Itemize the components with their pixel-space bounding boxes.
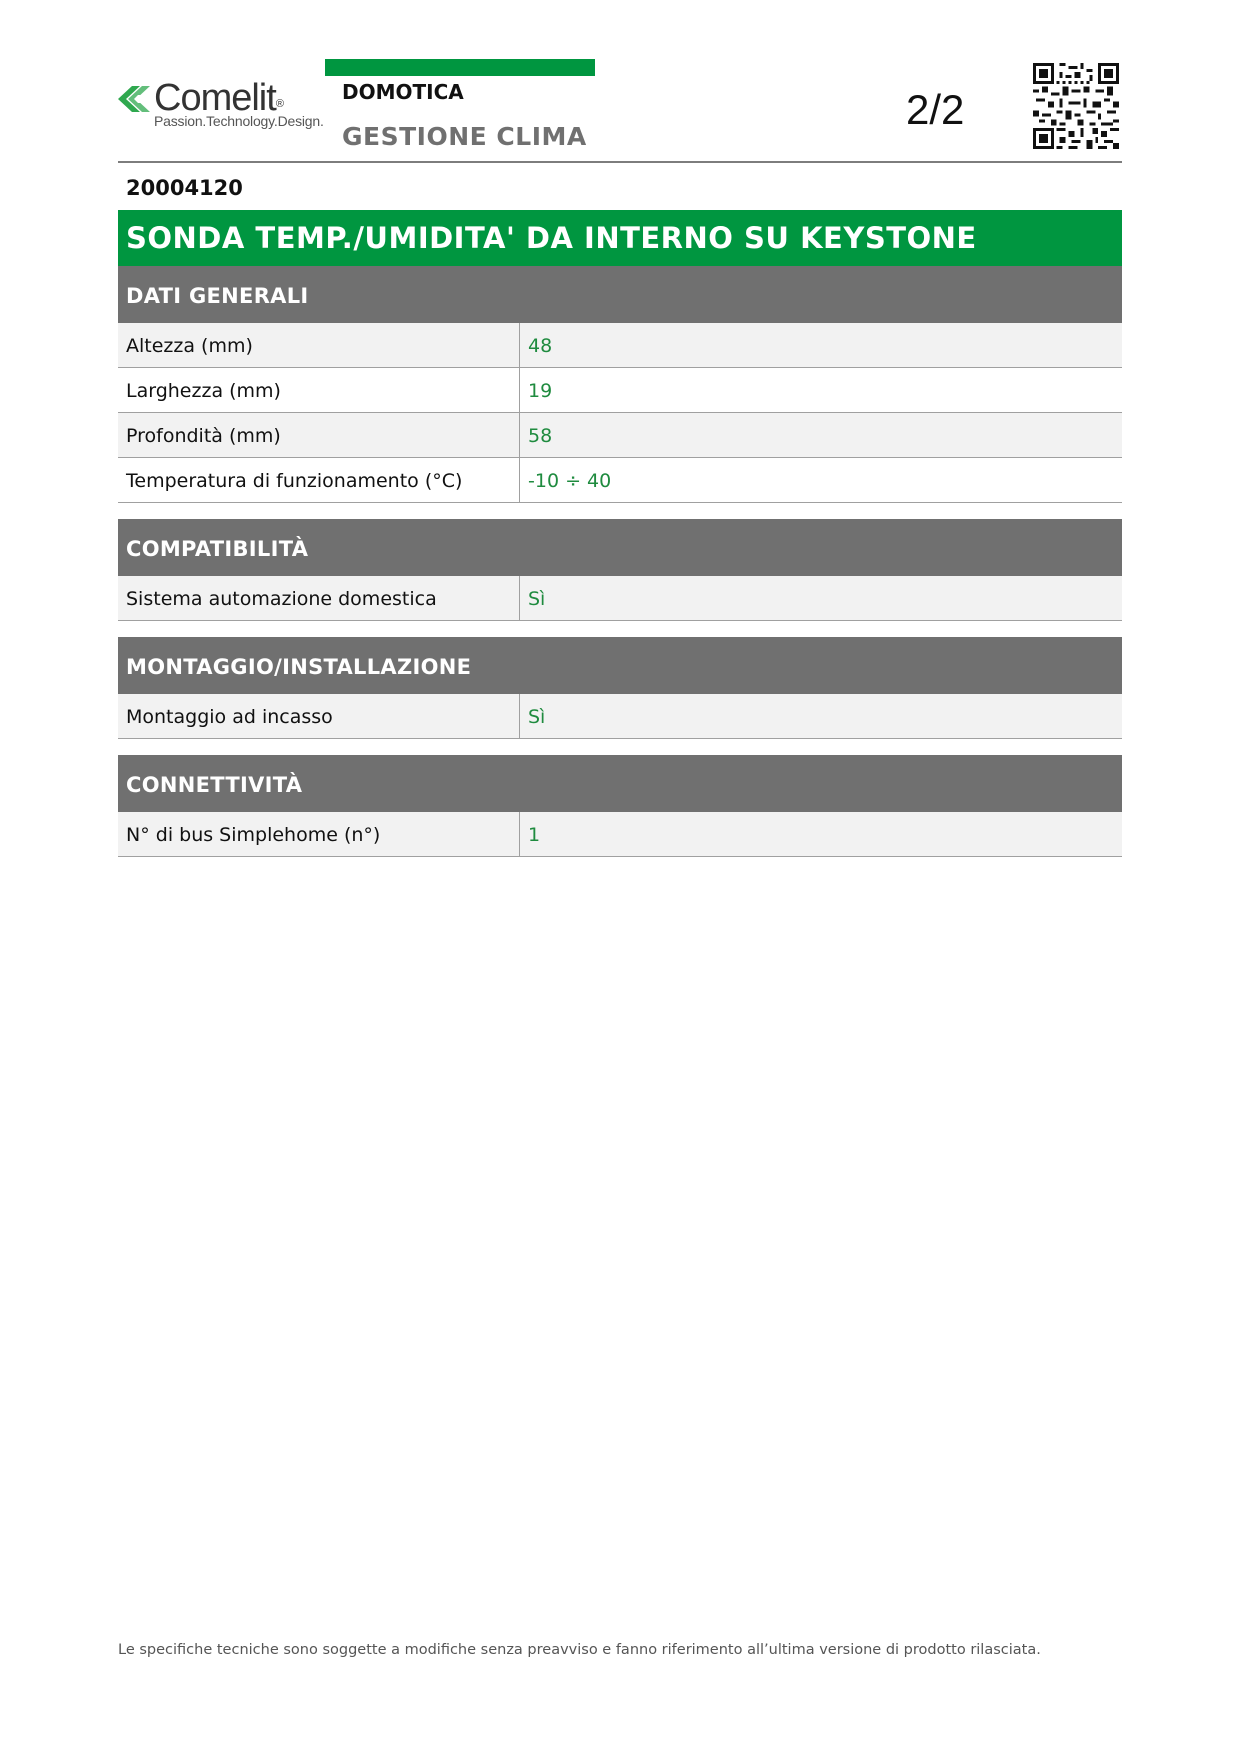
section-heading: DATI GENERALI [118,266,1122,323]
spec-label: Altezza (mm) [118,323,520,367]
spec-label: Montaggio ad incasso [118,694,520,738]
spec-label: Sistema automazione domestica [118,576,520,620]
category-accent-bar [325,59,595,76]
spec-value: 1 [528,824,541,846]
comelit-logo [118,77,324,136]
section-heading: COMPATIBILITÀ [118,519,1122,576]
section-compatibilita [118,519,1122,621]
spec-label: Larghezza (mm) [118,368,520,412]
product-title: SONDA TEMP./UMIDITA' DA INTERNO SU KEYSTONE [118,210,1122,266]
spec-value: 48 [528,335,553,357]
page-number: 2/2 [906,86,965,133]
logo-tagline: Passion.Technology.Design. [154,113,324,129]
footer-disclaimer: Le specifiche tecniche sono soggette a modifiche senza preavviso e fanno riferimento all’ultima versione di prodotto rilasciata. [118,1642,1041,1658]
spec-value: Sì [528,706,546,728]
section-montaggio-installazione [118,637,1122,739]
section-connettivita [118,755,1122,857]
logo-wordmark: Comelit® [154,77,283,119]
spec-row [118,413,1122,458]
qr-code-icon [1033,63,1119,149]
spec-row [118,368,1122,413]
spec-row [118,576,1122,621]
product-code: 20004120 [126,176,243,200]
spec-value: 19 [528,380,553,402]
spec-row [118,458,1122,503]
spec-label: Profondità (mm) [118,413,520,457]
section-dati-generali [118,266,1122,503]
comelit-logo-icon [118,86,154,112]
spec-label: Temperatura di funzionamento (°C) [118,458,520,502]
header-divider [118,161,1122,163]
spec-value: -10 ÷ 40 [528,470,612,492]
section-heading: MONTAGGIO/INSTALLAZIONE [118,637,1122,694]
spec-label: N° di bus Simplehome (n°) [118,812,520,856]
section-heading: CONNETTIVITÀ [118,755,1122,812]
spec-row [118,323,1122,368]
spec-value: Sì [528,588,546,610]
spec-row [118,812,1122,857]
category-title: DOMOTICA [342,80,464,104]
spec-row [118,694,1122,739]
spec-value: 58 [528,425,553,447]
subcategory-title: GESTIONE CLIMA [342,122,587,151]
